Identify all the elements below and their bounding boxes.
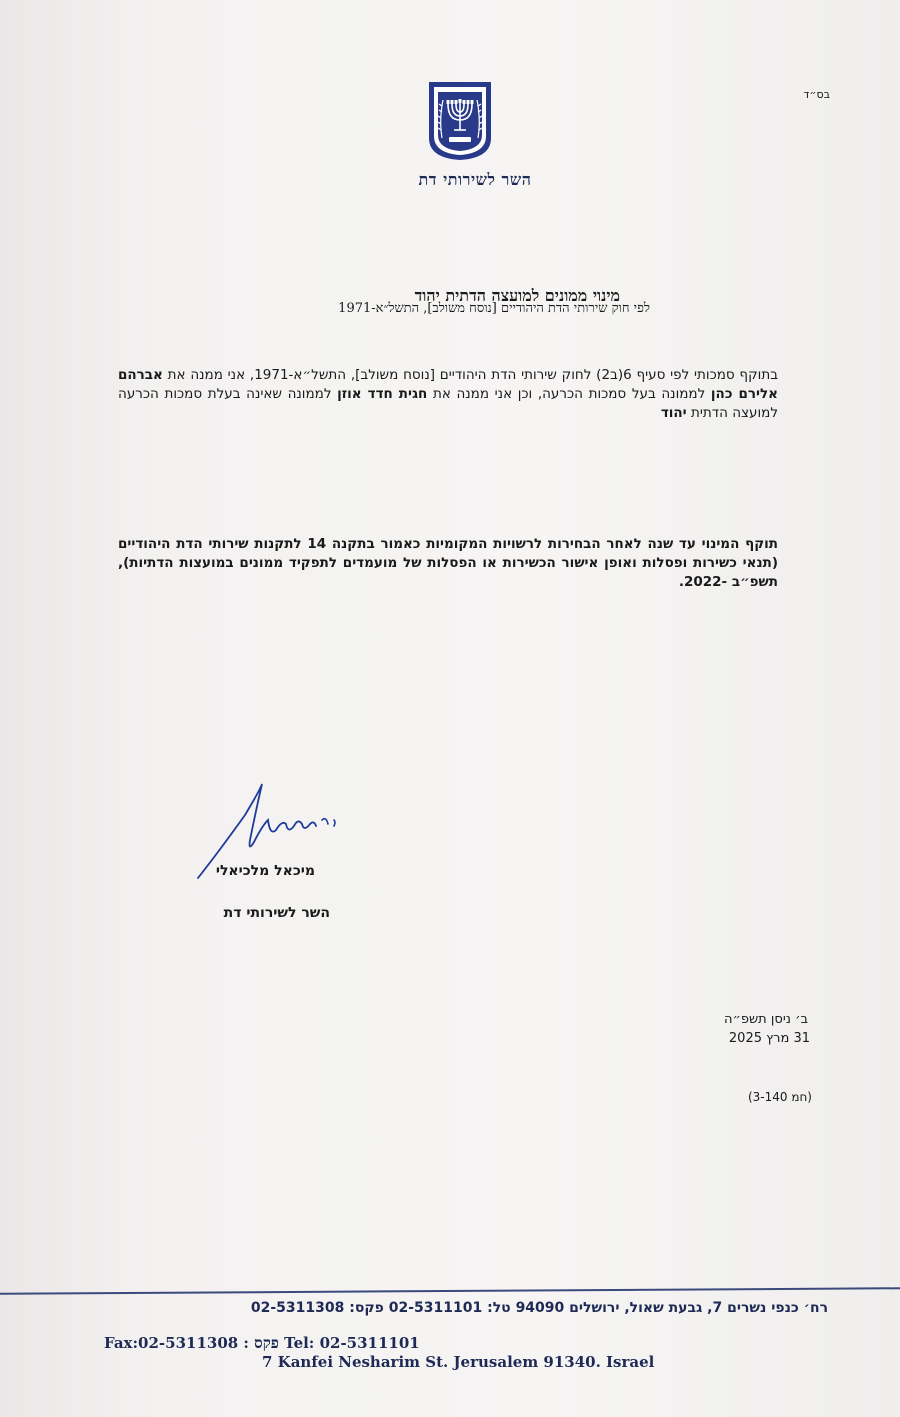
signer-name: מיכאל מלכיאלי xyxy=(215,863,315,879)
council-city: יהוד xyxy=(660,405,687,421)
bsd-mark: בס״ד xyxy=(803,88,830,101)
validity-text: תוקף המינוי עד שנה לאחר הבחירות לרשויות המקומיות כאמור בתקנה 14 לתקנות שירותי הדת היהודיים (תנאי כשירות ופסלות ואופן אישור הכשירות או הפסלות של מועמדים לתפקיד ממונים במועצות הדתיות), תשפ״ב -2022. xyxy=(118,536,779,590)
appointment-paragraph xyxy=(118,366,778,423)
footer-contact-line: Fax:02-5311308 : פקס Tel: 02-5311101 xyxy=(104,1334,420,1352)
paragraph-text: לממונה בעל סמכות הכרעה, וכן אני ממנה את xyxy=(427,386,711,402)
footer-address-english: 7 Kanfei Nesharim St. Jerusalem 91340. Israel xyxy=(262,1353,655,1371)
document-title: מינוי ממונים למועצה הדתית יהוד xyxy=(414,286,620,305)
footer-address-hebrew: רח׳ כנפי נשרים 7, גבעת שאול, ירושלים 94090 טל: 02-5311101 פקס: 02-5311308 xyxy=(250,1300,828,1316)
footer-divider xyxy=(0,1287,900,1294)
gregorian-date: 31 מרץ 2025 xyxy=(728,1031,810,1046)
ministry-heading: השר לשירותי דת xyxy=(418,170,532,189)
paragraph-text: בתוקף סמכותי לפי סעיף 6(ב2) לחוק שירותי הדת היהודיים [נוסח משולב], התשל״א-1971, אני ממנה את xyxy=(162,367,778,383)
reference-number: (חמ 3-140) xyxy=(747,1090,812,1104)
appointee-name: חגית חדד אוזן xyxy=(337,386,428,402)
validity-paragraph xyxy=(118,535,778,592)
paragraph-text: לממונה שאינה בעלת סמכות הכרעה למועצה הדתית xyxy=(118,386,778,421)
hebrew-date: ב׳ ניסן תשפ״ה xyxy=(723,1012,808,1027)
signer-title: השר לשירותי דת xyxy=(223,905,330,921)
document-subtitle: לפי חוק שירותי הדת היהודיים [נוסח משולב], התשל״א-1971 xyxy=(338,301,650,316)
state-emblem-icon xyxy=(425,80,495,162)
appointee-name: אברהם אלירם כהן xyxy=(118,367,778,402)
